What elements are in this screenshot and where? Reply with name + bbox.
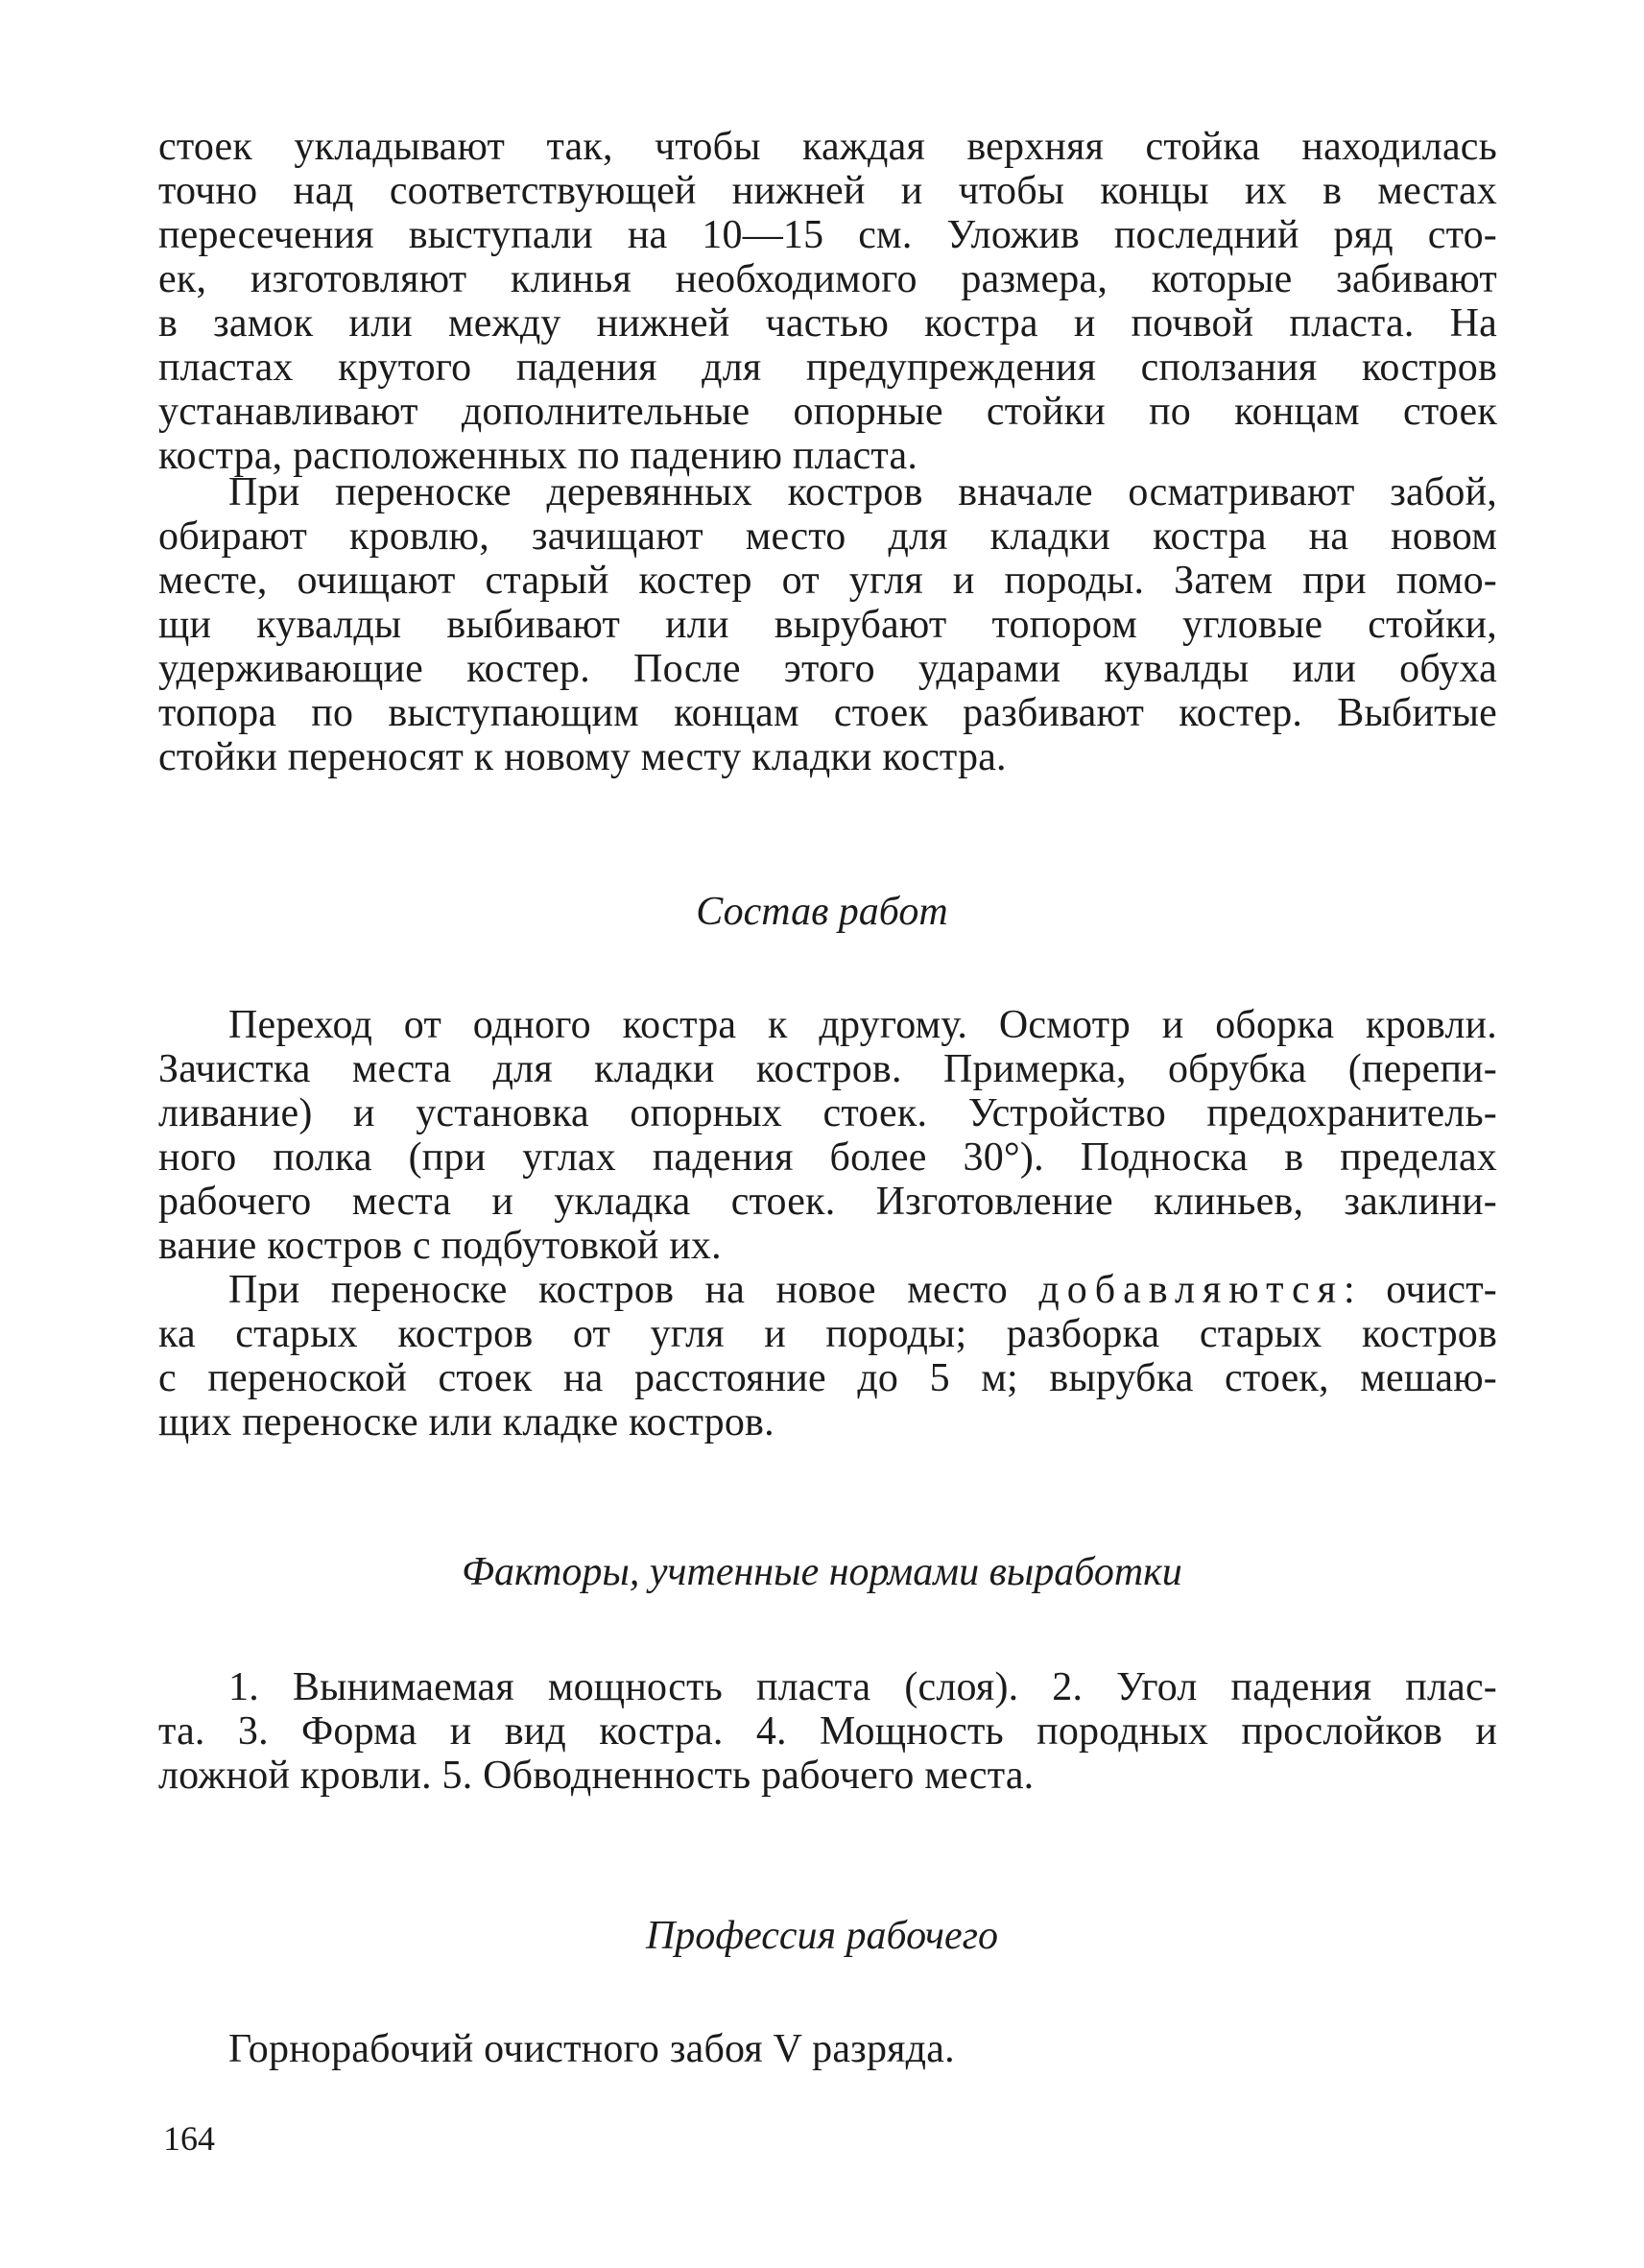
text-fragment: : очист-	[1343, 1268, 1497, 1312]
text-line: удерживающие костер. После этого ударами кувалды или обуха	[158, 647, 1497, 691]
text-line: ложной кровли. 5. Обводненность рабочего места.	[158, 1754, 1035, 1798]
text-line: устанавливают дополнительные опорные стойки по концам стоек	[158, 390, 1497, 434]
heading-profession: Профессия рабочего	[645, 1914, 999, 1958]
spaced-emphasis: добавляются	[1038, 1268, 1344, 1312]
text-line: стойки переносят к новому месту кладки костра.	[158, 735, 1007, 779]
text-line: в замок или между нижней частью костра и почвой пласта. На	[158, 301, 1497, 346]
text-line: вание костров с подбутовкой их.	[158, 1224, 722, 1268]
text-line: пересечения выступали на 10—15 см. Уложив последний ряд сто-	[158, 213, 1497, 257]
paragraph-factors	[158, 1665, 1497, 1798]
heading-factors: Факторы, учтенные нормами выработки	[462, 1550, 1182, 1594]
text-line: костра, расположенных по падению пласта.	[158, 434, 918, 478]
text-line: Горнорабочий очистного забоя V разряда.	[228, 2027, 955, 2071]
paragraph-composition	[158, 1003, 1497, 1268]
text-line: ного полка (при углах падения более 30°). Подноска в пределах	[158, 1135, 1497, 1180]
text-line: Зачистка места для кладки костров. Примерка, обрубка (перепи-	[158, 1047, 1497, 1091]
text-line: Переход от одного костра к другому. Осмотр и оборка кровли.	[228, 1003, 1497, 1047]
text-line: щих переноске или кладке костров.	[158, 1400, 774, 1444]
text-line: рабочего места и укладка стоек. Изготовление клиньев, заклини-	[158, 1180, 1497, 1224]
text-line	[158, 1268, 1497, 1312]
text-line: щи кувалды выбивают или вырубают топором угловые стойки,	[158, 603, 1497, 647]
text-line: 1. Вынимаемая мощность пласта (слоя). 2. Угол падения плас-	[228, 1665, 1497, 1709]
paragraph-stacks-moving	[158, 470, 1497, 779]
text-line: с переноской стоек на расстояние до 5 м; вырубка стоек, мешаю-	[158, 1356, 1497, 1400]
text-line: пластах крутого падения для предупреждения сползания костров	[158, 346, 1497, 390]
text-line: месте, очищают старый костер от угля и породы. Затем при помо-	[158, 559, 1497, 603]
page-number: 164	[163, 2119, 215, 2158]
paragraph-additions	[158, 1268, 1497, 1444]
text-fragment: При переноске костров на новое место	[228, 1268, 1039, 1312]
text-line: ка старых костров от угля и породы; разборка старых костров	[158, 1312, 1497, 1356]
text-line: ек, изготовляют клинья необходимого размера, которые забивают	[158, 257, 1497, 301]
heading-composition-of-work: Состав работ	[696, 890, 948, 934]
text-line: При переноске деревянных костров вначале осматривают забой,	[228, 470, 1497, 514]
text-line: обирают кровлю, зачищают место для кладки костра на новом	[158, 514, 1497, 559]
paragraph-profession	[158, 2027, 1497, 2071]
text-line: ливание) и установка опорных стоек. Устройство предохранитель-	[158, 1091, 1497, 1135]
paragraph-stacks-laying	[158, 125, 1497, 478]
text-line: стоек укладывают так, чтобы каждая верхняя стойка находилась	[158, 125, 1497, 169]
text-line: та. 3. Форма и вид костра. 4. Мощность породных прослойков и	[158, 1709, 1497, 1754]
text-line: точно над соответствующей нижней и чтобы концы их в местах	[158, 169, 1497, 213]
text-line: топора по выступающим концам стоек разбивают костер. Выбитые	[158, 691, 1497, 735]
